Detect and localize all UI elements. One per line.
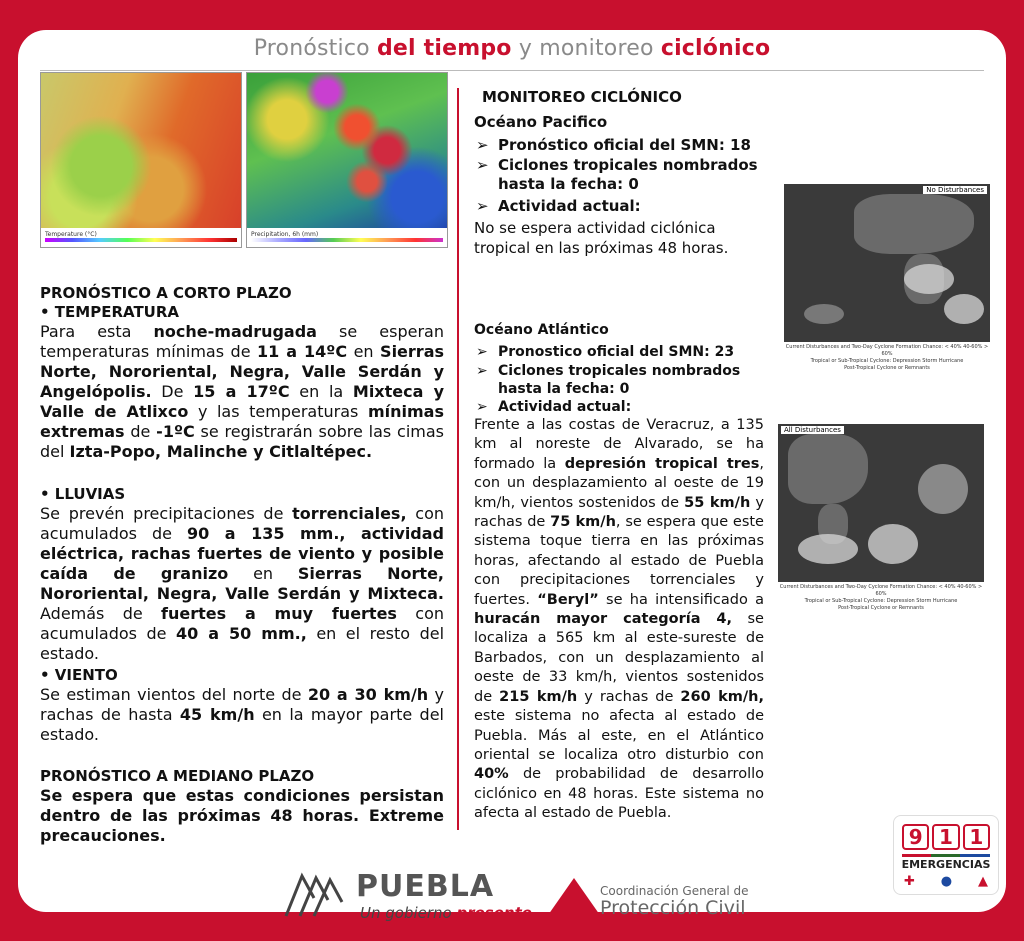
- police-icon: ●: [940, 874, 953, 889]
- wind-text: Se estiman vientos del norte de 20 a 30 km/h y rachas de hasta 45 km/h en la mayor parte del estado.: [40, 685, 445, 744]
- satellite-label: All Disturbances: [781, 426, 844, 434]
- pacific-bullet: ➢ Actividad actual:: [476, 197, 641, 215]
- pc-label-large: Protección Civil: [600, 897, 746, 919]
- puebla-wordmark: PUEBLA: [356, 869, 495, 904]
- medium-term-heading: PRONÓSTICO A MEDIANO PLAZO: [40, 767, 315, 785]
- column-divider: [457, 88, 459, 830]
- page-title: [18, 36, 1006, 61]
- title-accent: del tiempo: [376, 36, 512, 61]
- map-label: Precipitation, 6h (mm): [251, 231, 319, 238]
- title-part: Pronóstico: [253, 36, 377, 61]
- puebla-tagline: Un gobierno presente: [360, 904, 532, 922]
- pacific-heading: Océano Pacifico: [474, 113, 608, 131]
- precipitation-map: [246, 72, 448, 248]
- digit: 1: [963, 824, 990, 850]
- wind-heading: • VIENTO: [40, 666, 118, 684]
- atlantic-bullet: ➢ Pronostico oficial del SMN: 23: [476, 344, 735, 360]
- satellite-legend: Current Disturbances and Two-Day Cyclone Formation Chance: < 40% 40-60% > 60% Tropical or Sub-Tropical Cyclone: Depression Storm Hurricane Post-Tropical Cyclone or Remnants: [779, 584, 983, 611]
- pc-label-small: Coordinación General de: [600, 884, 749, 898]
- rain-heading: • LLUVIAS: [40, 485, 126, 503]
- atlantic-heading: Océano Atlántico: [474, 322, 609, 338]
- pacific-satellite-image: [784, 184, 990, 342]
- cross-icon: ✚: [904, 874, 915, 889]
- cyclone-heading: MONITOREO CICLÓNICO: [482, 88, 682, 106]
- emergency-911-badge: [893, 815, 999, 895]
- atlantic-satellite-image: [778, 424, 984, 582]
- emergencias-label: EMERGENCIAS: [901, 858, 991, 871]
- digit: 9: [902, 824, 929, 850]
- temperature-map: [40, 72, 242, 248]
- title-part: y monitoreo: [511, 36, 661, 61]
- map-label: Temperature (°C): [45, 231, 97, 238]
- medium-term-text: Se espera que estas condiciones persistan dentro de las próximas 48 horas. Extreme precauciones.: [40, 786, 444, 845]
- satellite-label: No Disturbances: [923, 186, 987, 194]
- rain-text: Se prevén precipitaciones de torrenciales, con acumulados de 90 a 135 mm., actividad eléctrica, rachas fuertes de viento y posible caída de granizo en Sierras Norte, Nororiental, Negra, Valle Serdán y Mixteca. Además de fuertes a muy fuertes con acumulados de 40 a 50 mm., en el resto del estado.: [40, 504, 445, 663]
- pacific-bullet: ➢ Pronóstico oficial del SMN: 18: [476, 136, 751, 154]
- atlantic-text-top: Frente a las costas de Veracruz, a 135 km al noreste de Alvarado, se ha formado la depresión tropical tres, con un desplazamiento al oeste de 19 km/h, vientos sostenidos de 55 km/h y rachas de 75 km/h, se espera que este sistema toque tierra en las próximas horas, afectando al estado de Puebla con precipitaciones torrenciales y fuertes. “Beryl” se ha intensificado a huracán mayor categoría 4, se localiza a 565 km al este-sureste de Barbados, con un desplazamiento al oeste de 33 km/h, vientos sostenidos de 215 km/h y rachas de 260 km/h, este sistema no afecta al estado de Puebla. Más al este, en el Atlántico oriental se localiza otro disturbio con 40% de probabilidad de desarrollo ciclónico en 48 horas. Este sistema no afecta al estado de Puebla.: [474, 417, 765, 822]
- pacific-bullet: ➢ Ciclones tropicales nombrados hasta la fecha: 0: [476, 156, 758, 193]
- puebla-logo-icon: [280, 868, 354, 920]
- divider: [40, 70, 984, 71]
- digit: 1: [932, 824, 959, 850]
- pacific-text: No se espera actividad ciclónica tropical en las próximas 48 horas.: [474, 219, 729, 257]
- temperature-text: Para esta noche-madrugada se esperan temperaturas mínimas de 11 a 14ºC en Sierras Norte, Nororiental, Negra, Valle Serdán y Angelópolis. De 15 a 17ºC en la Mixteca y Valle de Atlixco y las temperaturas mínimas extremas de -1ºC se registrarán sobre las cimas del Izta-Popo, Malinche y Citlaltépec.: [40, 322, 445, 461]
- atlantic-bullet: ➢ Ciclones tropicales nombrados hasta la fecha: 0: [476, 363, 741, 397]
- title-accent: ciclónico: [660, 36, 771, 61]
- temperature-heading: • TEMPERATURA: [40, 303, 180, 321]
- proteccion-civil-icon: [546, 878, 602, 918]
- atlantic-bullet: ➢ Actividad actual:: [476, 399, 632, 415]
- short-term-heading: PRONÓSTICO A CORTO PLAZO: [40, 284, 292, 302]
- divider: [902, 854, 990, 857]
- satellite-legend: Current Disturbances and Two-Day Cyclone Formation Chance: < 40% 40-60% > 60% Tropical or Sub-Tropical Cyclone: Depression Storm Hurricane Post-Tropical Cyclone or Remnants: [785, 344, 989, 371]
- fire-icon: ▲: [978, 874, 988, 889]
